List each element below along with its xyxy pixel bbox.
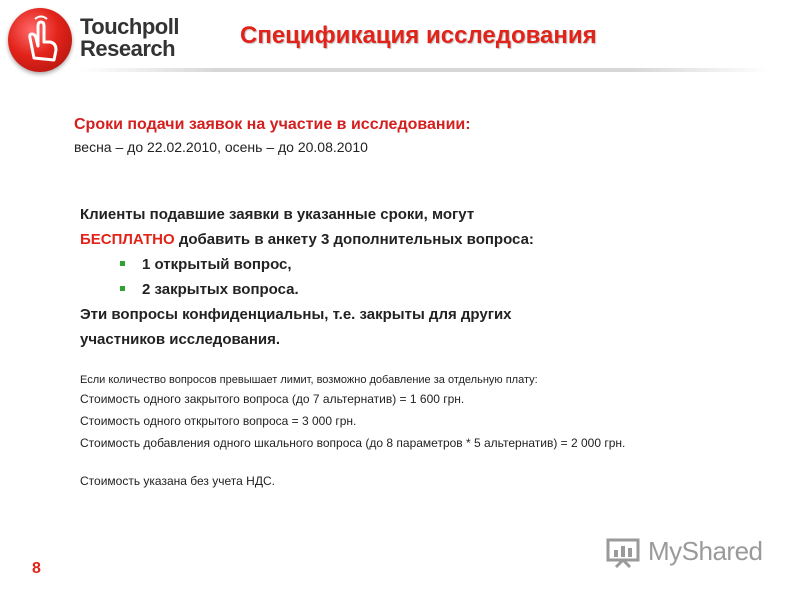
list-item-text: 2 закрытых вопроса. [142, 281, 299, 298]
open-question-cost: Стоимость одного открытого вопроса = 3 000 грн. [80, 414, 357, 428]
myshared-watermark [606, 532, 776, 572]
bullet-square-icon [120, 261, 125, 266]
header-divider [80, 68, 770, 72]
free-highlight: БЕСПЛАТНО [80, 231, 175, 248]
touch-hand-icon [8, 8, 72, 72]
clients-line-1: Клиенты подавшие заявки в указанные сроки, могут [80, 206, 475, 223]
vat-note: Стоимость указана без учета НДС. [80, 474, 275, 488]
confidential-line-2: участников исследования. [80, 331, 281, 348]
logo-line-2: Research [80, 36, 176, 61]
touchpoll-logo [6, 6, 196, 74]
clients-line-2-rest: добавить в анкету 3 дополнительных вопроса: [174, 231, 534, 248]
page-number: 8 [32, 560, 41, 577]
deadline-heading: Сроки подачи заявок на участие в исследовании: [74, 116, 471, 133]
logo-line-1: Touchpoll [80, 14, 179, 39]
closed-question-cost: Стоимость одного закрытого вопроса (до 7 альтернатив) = 1 600 грн. [80, 392, 465, 406]
bullet-square-icon [120, 286, 125, 291]
deadline-dates: весна – до 22.02.2010, осень – до 20.08.2010 [74, 139, 368, 155]
logo-wordmark [80, 16, 179, 60]
pricing-notes [80, 374, 730, 488]
question-list [80, 252, 700, 302]
clients-line-2 [80, 227, 700, 252]
confidential-line-1: Эти вопросы конфиденциальны, т.е. закрыты для других [80, 306, 512, 323]
presentation-board-icon [606, 538, 642, 568]
page-title: Спецификация исследования [240, 22, 597, 49]
list-item [80, 277, 700, 302]
list-item-text: 1 открытый вопрос, [142, 256, 292, 273]
limit-note: Если количество вопросов превышает лимит, возможно добавление за отдельную плату: [80, 374, 538, 386]
scale-question-cost: Стоимость добавления одного шкального вопроса (до 8 параметров * 5 альтернатив) = 2 000 грн. [80, 436, 626, 450]
clients-section [80, 202, 700, 352]
watermark-text: MyShared [648, 536, 763, 566]
list-item [80, 252, 700, 277]
